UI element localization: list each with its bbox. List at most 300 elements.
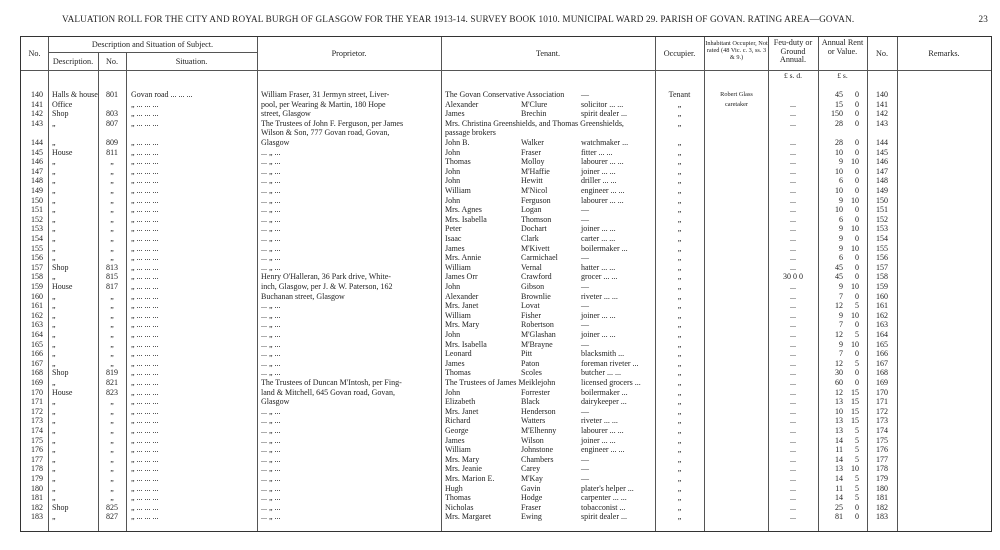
row-proprietor: pool, per Wearing & Martin, 180 Hope xyxy=(261,99,386,109)
row-house-number: „ xyxy=(110,224,114,234)
table-row xyxy=(21,407,991,416)
page-header xyxy=(62,14,992,28)
row-description: „ xyxy=(52,176,56,186)
row-number: 155 xyxy=(31,243,43,253)
row-tenant-profession: plater's helper ... xyxy=(581,483,634,493)
row-tenant-profession: — xyxy=(581,406,589,416)
row-tenant-surname: Chambers xyxy=(521,454,554,464)
row-tenant-profession: labourer ... ... xyxy=(581,426,624,435)
row-rent-shillings: 0 xyxy=(855,186,859,195)
row-description: Shop xyxy=(52,368,69,378)
row-tenant-surname: M'Nicol xyxy=(521,186,548,195)
row-house-number: „ xyxy=(110,426,114,435)
row-description: House xyxy=(52,387,73,397)
row-rent-shillings: 0 xyxy=(855,320,859,330)
row-proprietor: ... „ ... xyxy=(261,166,281,176)
row-rent-shillings: 0 xyxy=(855,205,859,215)
row-number-right: 172 xyxy=(876,406,888,416)
row-number-right: 168 xyxy=(876,368,888,378)
row-inhabitant: Robert Glass xyxy=(720,91,753,98)
row-number: 144 xyxy=(31,138,43,147)
row-situation: „ ... ... ... xyxy=(131,291,159,301)
row-proprietor: street, Glasgow xyxy=(261,109,311,119)
row-tenant-profession: dairykeeper ... xyxy=(581,397,627,407)
table-row xyxy=(21,90,991,99)
row-rent-pounds: 45 xyxy=(835,90,843,99)
row-tenant-first: passage brokers xyxy=(445,128,496,138)
row-tenant-profession: boilermaker ... xyxy=(581,387,628,397)
row-situation: „ ... ... ... xyxy=(131,166,159,176)
row-rent-pounds: 9 xyxy=(839,282,843,291)
row-number-right: 150 xyxy=(876,195,888,205)
row-occupier: „ xyxy=(677,330,682,339)
row-number: 164 xyxy=(31,330,43,339)
row-tenant-surname: M'Elhenny xyxy=(521,426,557,435)
row-number: 153 xyxy=(31,224,43,234)
col-annual-units: £ s. xyxy=(837,71,848,80)
table-row xyxy=(21,349,991,358)
row-tenant-profession: watchmaker ... xyxy=(581,138,629,147)
row-tenant-surname: Vernal xyxy=(521,262,542,272)
table-row xyxy=(21,378,991,387)
row-house-number: „ xyxy=(110,166,114,176)
row-rent-pounds: 9 xyxy=(839,224,843,234)
row-rent-shillings: 5 xyxy=(855,454,859,464)
row-number: 160 xyxy=(31,291,43,301)
row-proprietor: ... „ ... xyxy=(261,320,281,330)
row-house-number: „ xyxy=(110,291,114,301)
row-tenant-first: William xyxy=(445,262,471,272)
row-tenant-surname: Robertson xyxy=(521,320,554,330)
row-number: 173 xyxy=(31,416,43,426)
row-proprietor: William Fraser, 31 Jermyn street, Liver- xyxy=(261,90,390,99)
row-rent-pounds: 9 xyxy=(839,243,843,253)
row-proprietor: ... „ ... xyxy=(261,310,281,320)
row-number: 151 xyxy=(31,205,43,215)
row-tenant-first: John xyxy=(445,330,461,339)
row-situation: „ ... ... ... xyxy=(131,282,159,291)
row-rent-shillings: 0 xyxy=(855,291,859,301)
row-rent-shillings: 0 xyxy=(855,502,859,512)
row-tenant-profession: engineer ... ... xyxy=(581,186,625,195)
table-row xyxy=(21,445,991,454)
row-description: „ xyxy=(52,512,56,522)
row-tenant-profession: foreman riveter ... xyxy=(581,358,639,368)
row-tenant-first: William xyxy=(445,445,471,455)
row-description: House xyxy=(52,147,73,157)
row-tenant-profession: — xyxy=(581,205,589,215)
row-number-right: 143 xyxy=(876,118,888,128)
row-number-right: 141 xyxy=(876,99,888,109)
row-number-right: 162 xyxy=(876,310,888,320)
row-tenant-first: Thomas xyxy=(445,368,471,378)
row-house-number: „ xyxy=(110,464,114,474)
row-rent-pounds: 13 xyxy=(835,397,843,407)
row-occupier: „ xyxy=(677,253,682,263)
row-tenant-first: John xyxy=(445,147,461,157)
row-rent-shillings: 0 xyxy=(855,234,859,243)
row-number-right: 164 xyxy=(876,330,888,339)
row-tenant-surname: Fraser xyxy=(521,502,541,512)
row-feu-duty: ... xyxy=(790,358,796,368)
row-tenant-first: George xyxy=(445,426,469,435)
row-feu-duty: ... xyxy=(790,301,796,311)
row-rent-pounds: 14 xyxy=(835,474,843,483)
table-row xyxy=(21,368,991,377)
row-tenant-first: Mrs. Agnes xyxy=(445,205,482,215)
row-number: 156 xyxy=(31,253,43,263)
col-occupier: Occupier. xyxy=(663,49,696,58)
row-tenant-surname: Hewitt xyxy=(521,176,543,186)
row-situation: „ ... ... ... xyxy=(131,387,159,397)
row-number: 148 xyxy=(31,176,43,186)
row-tenant-surname: Fisher xyxy=(521,310,541,320)
row-occupier: „ xyxy=(677,195,682,205)
row-house-number: „ xyxy=(110,205,114,215)
row-rent-pounds: 11 xyxy=(835,483,843,493)
valuation-table xyxy=(20,36,992,532)
row-tenant-first: Thomas xyxy=(445,493,471,503)
row-number-right: 147 xyxy=(876,166,888,176)
row-tenant-surname: Walker xyxy=(521,138,544,147)
row-occupier: „ xyxy=(677,301,682,311)
row-description: Shop xyxy=(52,109,69,119)
rule xyxy=(48,52,257,53)
row-rent-shillings: 5 xyxy=(855,301,859,311)
row-tenant-profession: engineer ... ... xyxy=(581,445,625,455)
row-rent-pounds: 10 xyxy=(835,406,843,416)
row-tenant-profession: — xyxy=(581,253,589,263)
row-number-right: 176 xyxy=(876,445,888,455)
row-feu-duty: ... xyxy=(790,483,796,493)
row-tenant-surname: Ewing xyxy=(521,512,542,522)
row-situation: „ ... ... ... xyxy=(131,483,159,493)
table-row xyxy=(21,244,991,253)
row-feu-duty: ... xyxy=(790,512,796,522)
row-situation: „ ... ... ... xyxy=(131,262,159,272)
row-proprietor: ... „ ... xyxy=(261,339,281,349)
row-number-right: 158 xyxy=(876,272,888,282)
row-tenant-surname: Dochart xyxy=(521,224,547,234)
table-row xyxy=(21,176,991,185)
row-feu-duty: ... xyxy=(790,474,796,483)
row-tenant-profession: licensed grocers ... xyxy=(581,378,641,387)
row-tenant-surname: Lovat xyxy=(521,301,540,311)
row-house-number: 821 xyxy=(106,378,118,387)
row-feu-duty: ... xyxy=(790,502,796,512)
row-situation: „ ... ... ... xyxy=(131,320,159,330)
row-house-number: „ xyxy=(110,234,114,243)
table-row xyxy=(21,474,991,483)
row-rent-shillings: 0 xyxy=(855,214,859,224)
row-proprietor: ... „ ... xyxy=(261,205,281,215)
row-occupier: „ xyxy=(677,262,682,272)
row-number-right: 146 xyxy=(876,157,888,167)
row-occupier: „ xyxy=(677,397,682,407)
row-rent-shillings: 0 xyxy=(855,109,859,119)
row-tenant-first: Alexander xyxy=(445,291,479,301)
row-rent-pounds: 28 xyxy=(835,138,843,147)
row-feu-duty: ... xyxy=(790,320,796,330)
row-tenant-profession: hatter ... ... xyxy=(581,262,616,272)
row-proprietor: ... „ ... xyxy=(261,454,281,464)
row-proprietor: Henry O'Halleran, 36 Park drive, White- xyxy=(261,272,391,282)
row-tenant-first: James Orr xyxy=(445,272,478,282)
row-rent-shillings: 10 xyxy=(851,464,859,474)
row-number: 181 xyxy=(31,493,43,503)
row-rent-shillings: 0 xyxy=(855,99,859,109)
row-rent-pounds: 14 xyxy=(835,435,843,445)
row-number-right: 149 xyxy=(876,186,888,195)
row-description: „ xyxy=(52,493,56,503)
row-feu-duty: ... xyxy=(790,435,796,445)
row-description: „ xyxy=(52,310,56,320)
row-proprietor: The Trustees of Duncan M'Intosh, per Fing- xyxy=(261,378,402,387)
row-situation: „ ... ... ... xyxy=(131,435,159,445)
table-row xyxy=(21,359,991,368)
row-tenant-profession: blacksmith ... xyxy=(581,349,625,359)
row-tenant-first: The Trustees of James Meiklejohn xyxy=(445,378,556,387)
row-tenant-surname: Scoles xyxy=(521,368,542,378)
row-tenant-surname: Brechin xyxy=(521,109,547,119)
table-row xyxy=(21,512,991,521)
row-situation: „ ... ... ... xyxy=(131,358,159,368)
row-tenant-profession: spirit dealer ... xyxy=(581,512,627,522)
row-rent-shillings: 5 xyxy=(855,445,859,455)
row-rent-pounds: 7 xyxy=(839,291,843,301)
row-tenant-profession: — xyxy=(581,214,589,224)
row-number-right: 140 xyxy=(876,90,888,99)
table-row xyxy=(21,426,991,435)
row-proprietor: ... „ ... xyxy=(261,474,281,483)
table-row xyxy=(21,464,991,473)
row-rent-shillings: 0 xyxy=(855,368,859,378)
row-tenant-profession: joiner ... ... xyxy=(581,224,616,234)
row-proprietor: ... „ ... xyxy=(261,330,281,339)
row-number: 150 xyxy=(31,195,43,205)
table-row xyxy=(21,416,991,425)
row-proprietor: ... „ ... xyxy=(261,253,281,263)
row-rent-pounds: 11 xyxy=(835,445,843,455)
row-rent-shillings: 0 xyxy=(855,176,859,186)
row-situation: Govan road ... ... ... xyxy=(131,90,193,99)
row-situation: „ ... ... ... xyxy=(131,368,159,378)
row-tenant-first: Mrs. Christina Greenshields, and Thomas Greenshields, xyxy=(445,118,624,128)
row-house-number: „ xyxy=(110,330,114,339)
row-situation: „ ... ... ... xyxy=(131,310,159,320)
row-rent-pounds: 12 xyxy=(835,301,843,311)
col-inhabitant: Inhabitant Occupier, Not rated (48 Vic. c. 3, ss. 3 & 9.) xyxy=(705,40,768,61)
row-description: „ xyxy=(52,454,56,464)
row-number: 166 xyxy=(31,349,43,359)
row-house-number: „ xyxy=(110,454,114,464)
table-row xyxy=(21,340,991,349)
row-tenant-first: William xyxy=(445,186,471,195)
table-row xyxy=(21,148,991,157)
row-tenant-surname: M'Glashan xyxy=(521,330,556,339)
row-number: 177 xyxy=(31,454,43,464)
row-description: „ xyxy=(52,445,56,455)
row-situation: „ ... ... ... xyxy=(131,176,159,186)
row-house-number: 809 xyxy=(106,138,118,147)
row-number-right: 166 xyxy=(876,349,888,359)
row-tenant-first: James xyxy=(445,435,465,445)
table-row xyxy=(21,320,991,329)
row-situation: „ ... ... ... xyxy=(131,406,159,416)
row-tenant-surname: M'Kivett xyxy=(521,243,550,253)
row-tenant-surname: Hodge xyxy=(521,493,543,503)
row-tenant-surname: Wilson xyxy=(521,435,544,445)
row-description: „ xyxy=(52,195,56,205)
row-proprietor: ... „ ... xyxy=(261,493,281,503)
row-rent-pounds: 9 xyxy=(839,339,843,349)
row-proprietor: land & Mitchell, 645 Govan road, Govan, xyxy=(261,387,395,397)
row-tenant-first: Elizabeth xyxy=(445,397,476,407)
table-row xyxy=(21,436,991,445)
table-row xyxy=(21,215,991,224)
row-number-right: 182 xyxy=(876,502,888,512)
row-number-right: 152 xyxy=(876,214,888,224)
row-rent-pounds: 6 xyxy=(839,176,843,186)
row-feu-duty: ... xyxy=(790,205,796,215)
row-number: 158 xyxy=(31,272,43,282)
row-feu-duty: ... xyxy=(790,262,796,272)
col-number: No. xyxy=(105,57,119,66)
col-proprietor: Proprietor. xyxy=(331,49,367,58)
row-number-right: 142 xyxy=(876,109,888,119)
row-house-number: 827 xyxy=(106,512,118,522)
row-tenant-surname: Crawford xyxy=(521,272,552,282)
row-number-right: 170 xyxy=(876,387,888,397)
row-proprietor: Buchanan street, Glasgow xyxy=(261,291,345,301)
row-rent-shillings: 15 xyxy=(851,387,859,397)
row-occupier: „ xyxy=(677,368,682,378)
row-feu-duty: ... xyxy=(790,118,796,128)
col-desc-group: Description and Situation of Subject. xyxy=(91,40,214,49)
row-house-number: „ xyxy=(110,358,114,368)
row-house-number: „ xyxy=(110,195,114,205)
row-proprietor: ... „ ... xyxy=(261,512,281,522)
row-number: 170 xyxy=(31,387,43,397)
row-number: 159 xyxy=(31,282,43,291)
row-proprietor: ... „ ... xyxy=(261,464,281,474)
row-description: „ xyxy=(52,378,56,387)
row-occupier: „ xyxy=(677,176,682,186)
row-description: „ xyxy=(52,301,56,311)
row-rent-pounds: 13 xyxy=(835,416,843,426)
row-description: „ xyxy=(52,166,56,176)
row-proprietor: Wilson & Son, 777 Govan road, Govan, xyxy=(261,128,390,138)
row-tenant-first: Mrs. Margaret xyxy=(445,512,492,522)
row-tenant-first: William xyxy=(445,310,471,320)
row-number-right: 175 xyxy=(876,435,888,445)
row-feu-duty: ... xyxy=(790,397,796,407)
row-number-right: 159 xyxy=(876,282,888,291)
row-rent-shillings: 0 xyxy=(855,272,859,282)
row-rent-pounds: 10 xyxy=(835,186,843,195)
row-tenant-profession: spirit dealer ... xyxy=(581,109,627,119)
row-proprietor: ... „ ... xyxy=(261,176,281,186)
row-description: „ xyxy=(52,464,56,474)
row-description: House xyxy=(52,282,73,291)
row-house-number: „ xyxy=(110,349,114,359)
row-proprietor: ... „ ... xyxy=(261,224,281,234)
row-tenant-surname: Forrester xyxy=(521,387,550,397)
table-row xyxy=(21,388,991,397)
row-proprietor: ... „ ... xyxy=(261,416,281,426)
col-no: No. xyxy=(28,49,41,58)
row-proprietor: ... „ ... xyxy=(261,445,281,455)
row-number: 142 xyxy=(31,109,43,119)
row-rent-shillings: 10 xyxy=(851,224,859,234)
table-row xyxy=(21,493,991,502)
row-proprietor: Glasgow xyxy=(261,138,290,147)
row-feu-duty: ... xyxy=(790,243,796,253)
row-situation: „ ... ... ... xyxy=(131,502,159,512)
row-description: „ xyxy=(52,435,56,445)
row-proprietor: inch, Glasgow, per J. & W. Paterson, 162 xyxy=(261,282,393,291)
row-tenant-first: Mrs. Mary xyxy=(445,320,480,330)
row-description: „ xyxy=(52,483,56,493)
row-rent-shillings: 15 xyxy=(851,406,859,416)
row-feu-duty: ... xyxy=(790,406,796,416)
row-rent-pounds: 14 xyxy=(835,454,843,464)
row-occupier: „ xyxy=(677,282,682,291)
col-no-right: No. xyxy=(875,49,889,58)
table-row xyxy=(21,330,991,339)
row-number: 145 xyxy=(31,147,43,157)
row-occupier: Tenant xyxy=(668,90,691,99)
row-proprietor: ... „ ... xyxy=(261,147,281,157)
row-tenant-surname: Gibson xyxy=(521,282,545,291)
row-feu-duty: ... xyxy=(790,109,796,119)
row-tenant-first: Alexander xyxy=(445,99,479,109)
row-rent-pounds: 6 xyxy=(839,214,843,224)
row-tenant-first: John xyxy=(445,387,461,397)
row-occupier: „ xyxy=(677,214,682,224)
row-number: 174 xyxy=(31,426,43,435)
row-feu-duty: ... xyxy=(790,387,796,397)
row-feu-duty: ... xyxy=(790,224,796,234)
row-occupier: „ xyxy=(677,406,682,416)
row-rent-pounds: 9 xyxy=(839,157,843,167)
row-rent-shillings: 0 xyxy=(855,378,859,387)
table-row xyxy=(21,263,991,272)
row-tenant-first: Isaac xyxy=(445,234,462,243)
table-row xyxy=(21,119,991,128)
row-tenant-first: John B. xyxy=(445,138,470,147)
row-house-number: 813 xyxy=(106,262,118,272)
row-situation: „ ... ... ... xyxy=(131,195,159,205)
table-row xyxy=(21,234,991,243)
row-rent-shillings: 0 xyxy=(855,118,859,128)
row-description: „ xyxy=(52,358,56,368)
row-number: 167 xyxy=(31,358,43,368)
row-house-number: „ xyxy=(110,310,114,320)
row-feu-duty: ... xyxy=(790,138,796,147)
row-rent-shillings: 0 xyxy=(855,262,859,272)
row-occupier: „ xyxy=(677,416,682,426)
row-number-right: 181 xyxy=(876,493,888,503)
row-house-number: „ xyxy=(110,157,114,167)
row-number-right: 174 xyxy=(876,426,888,435)
row-description: „ xyxy=(52,291,56,301)
row-occupier: „ xyxy=(677,320,682,330)
table-row xyxy=(21,292,991,301)
row-number-right: 180 xyxy=(876,483,888,493)
row-feu-duty: ... xyxy=(790,493,796,503)
row-tenant-first: James xyxy=(445,243,465,253)
